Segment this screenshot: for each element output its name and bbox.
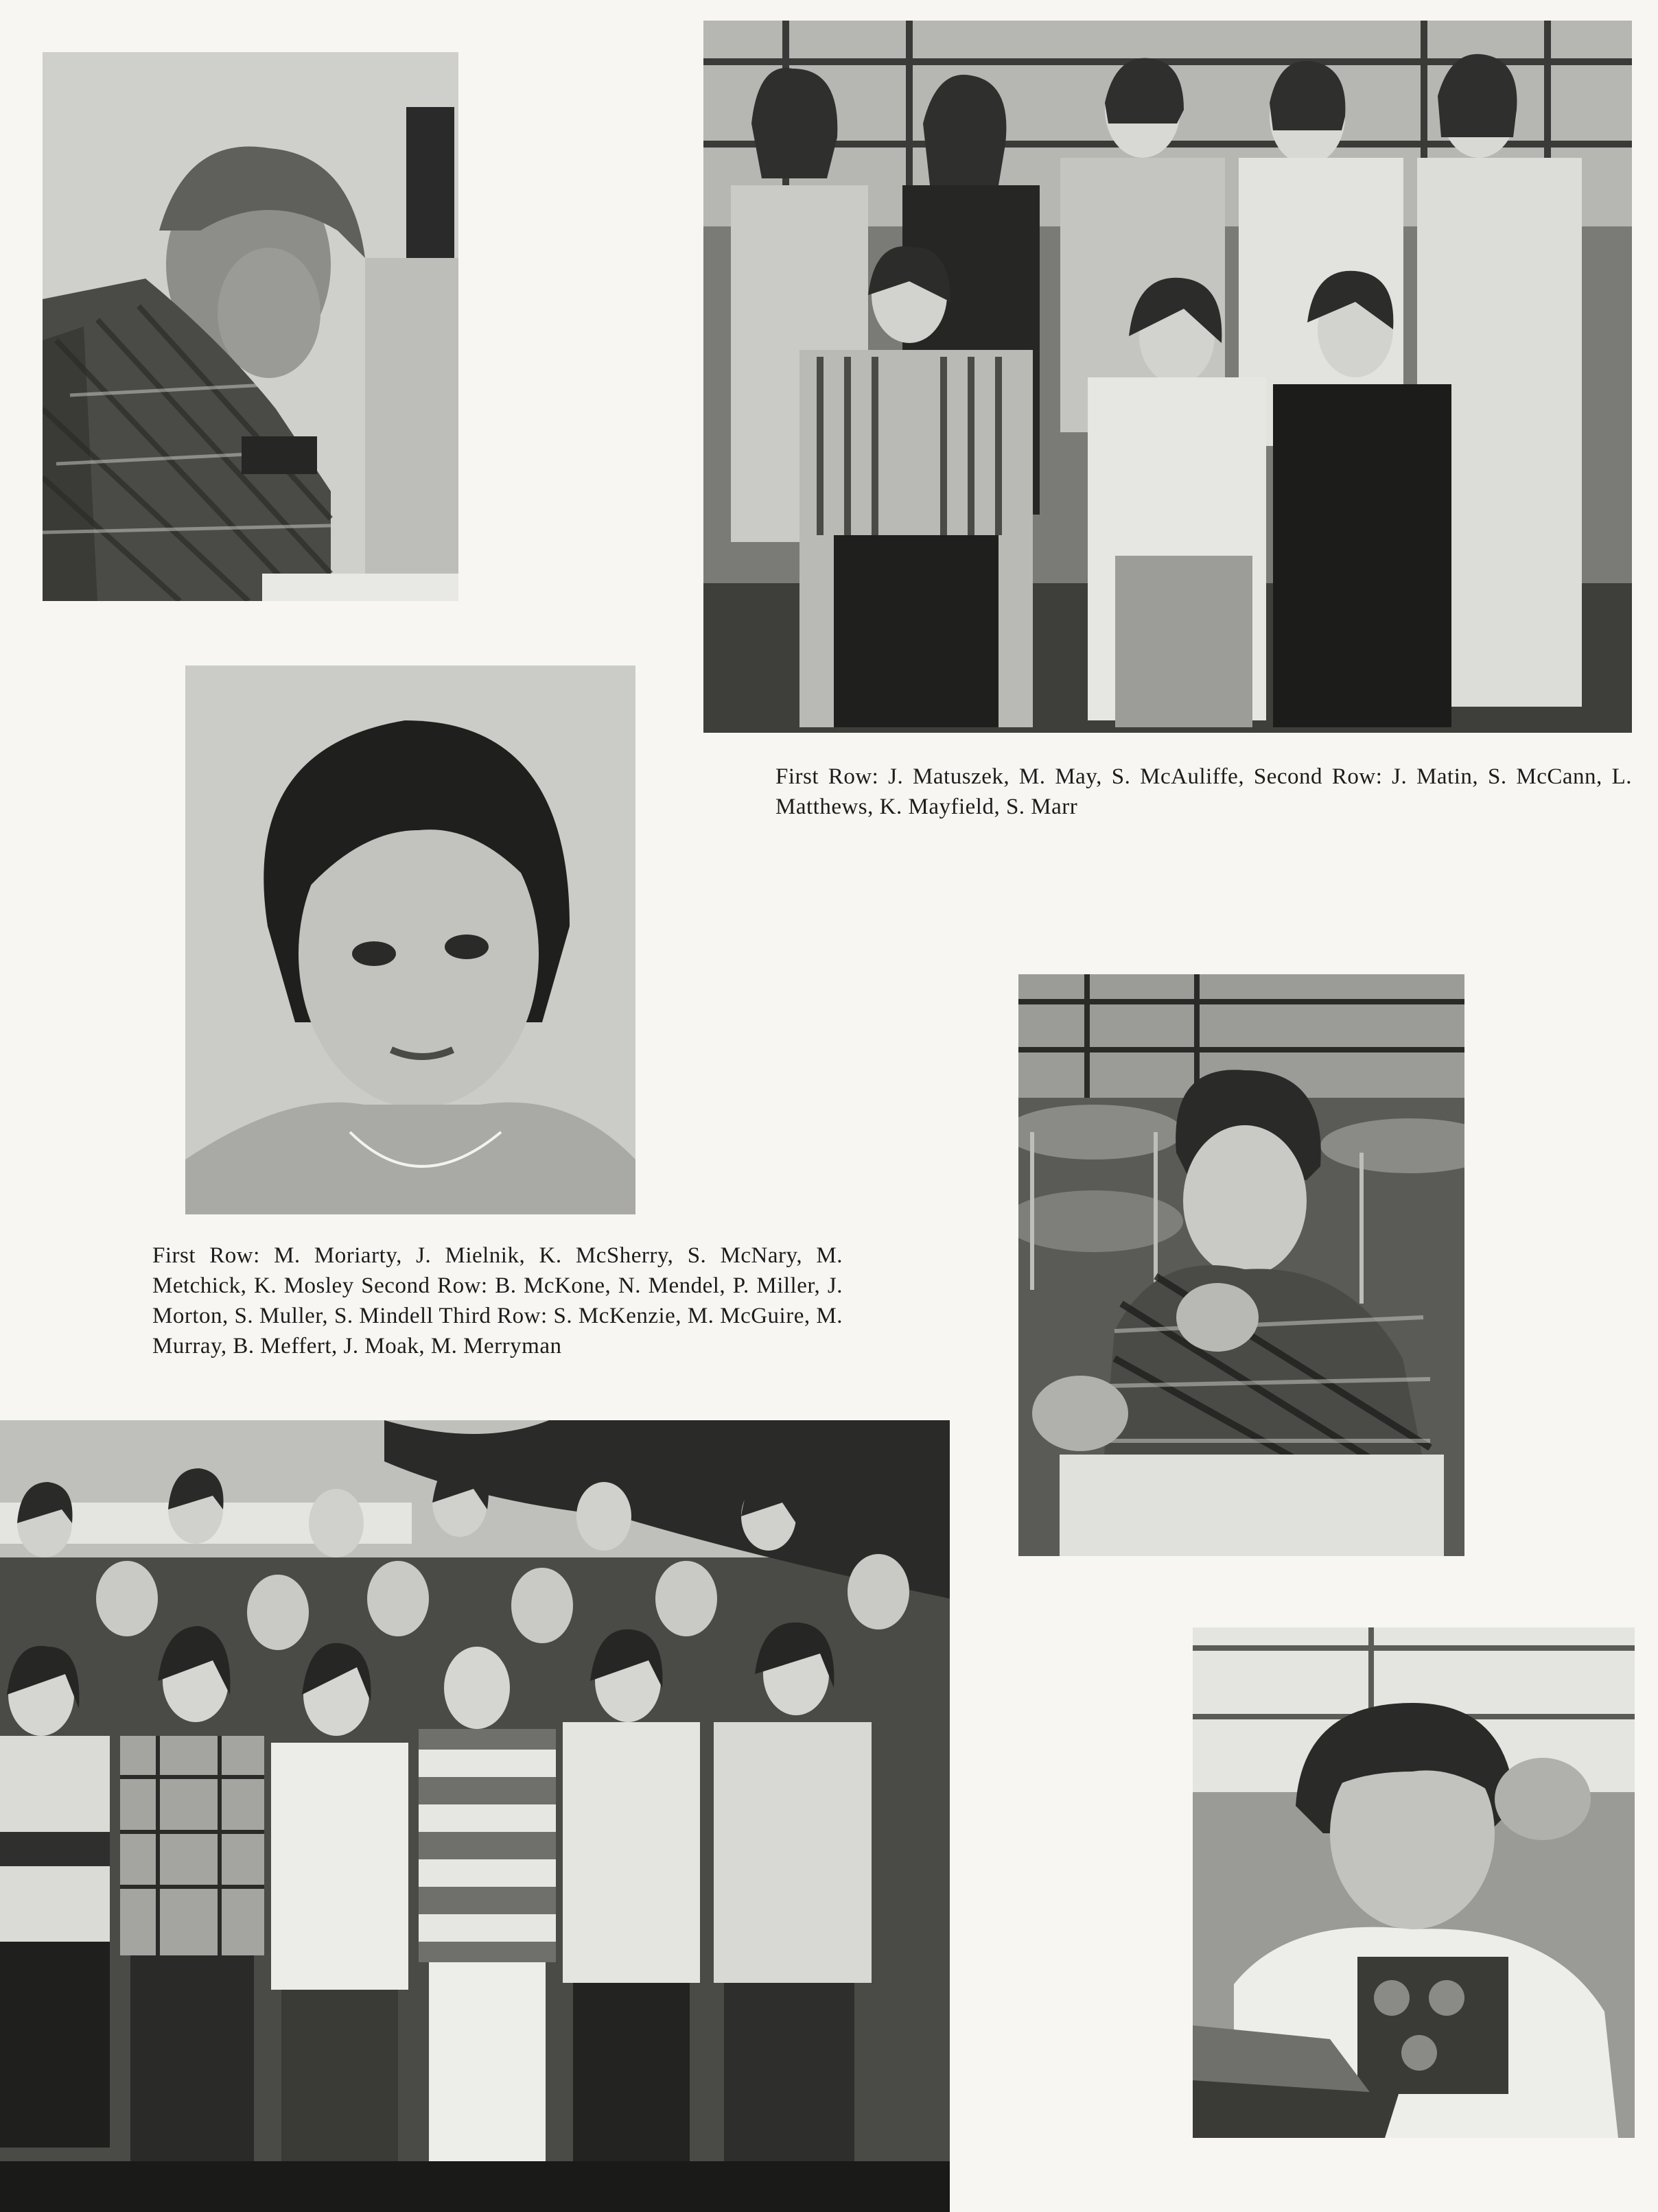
caption-group-top: First Row: J. Matuszek, M. May, S. McAuliffe, Second Row: J. Matin, S. McCann, L. Matthews, K. Mayfield, S. Marr: [775, 764, 1632, 819]
photo-girl-portrait: [185, 666, 635, 1214]
photo-boy-cafeteria: [1018, 974, 1464, 1556]
photo-group-bottom: [0, 1420, 950, 2212]
caption-group-bottom: First Row: M. Moriarty, J. Mielnik, K. McSherry, S. McNary, M. Metchick, K. Mosley Second Row: B. McKone, N. Mendel, P. Miller, J. Morton, S. Muller, S. Mindell Third Row: S. McKenzie, M. McGuire, M. Murray, B. Meffert, J. Moak, M. Merryman: [152, 1243, 843, 1358]
photo-group-top: [703, 21, 1632, 733]
photo-boy-thinking: [43, 52, 458, 601]
photo-boy-smiling: [1193, 1627, 1635, 2138]
